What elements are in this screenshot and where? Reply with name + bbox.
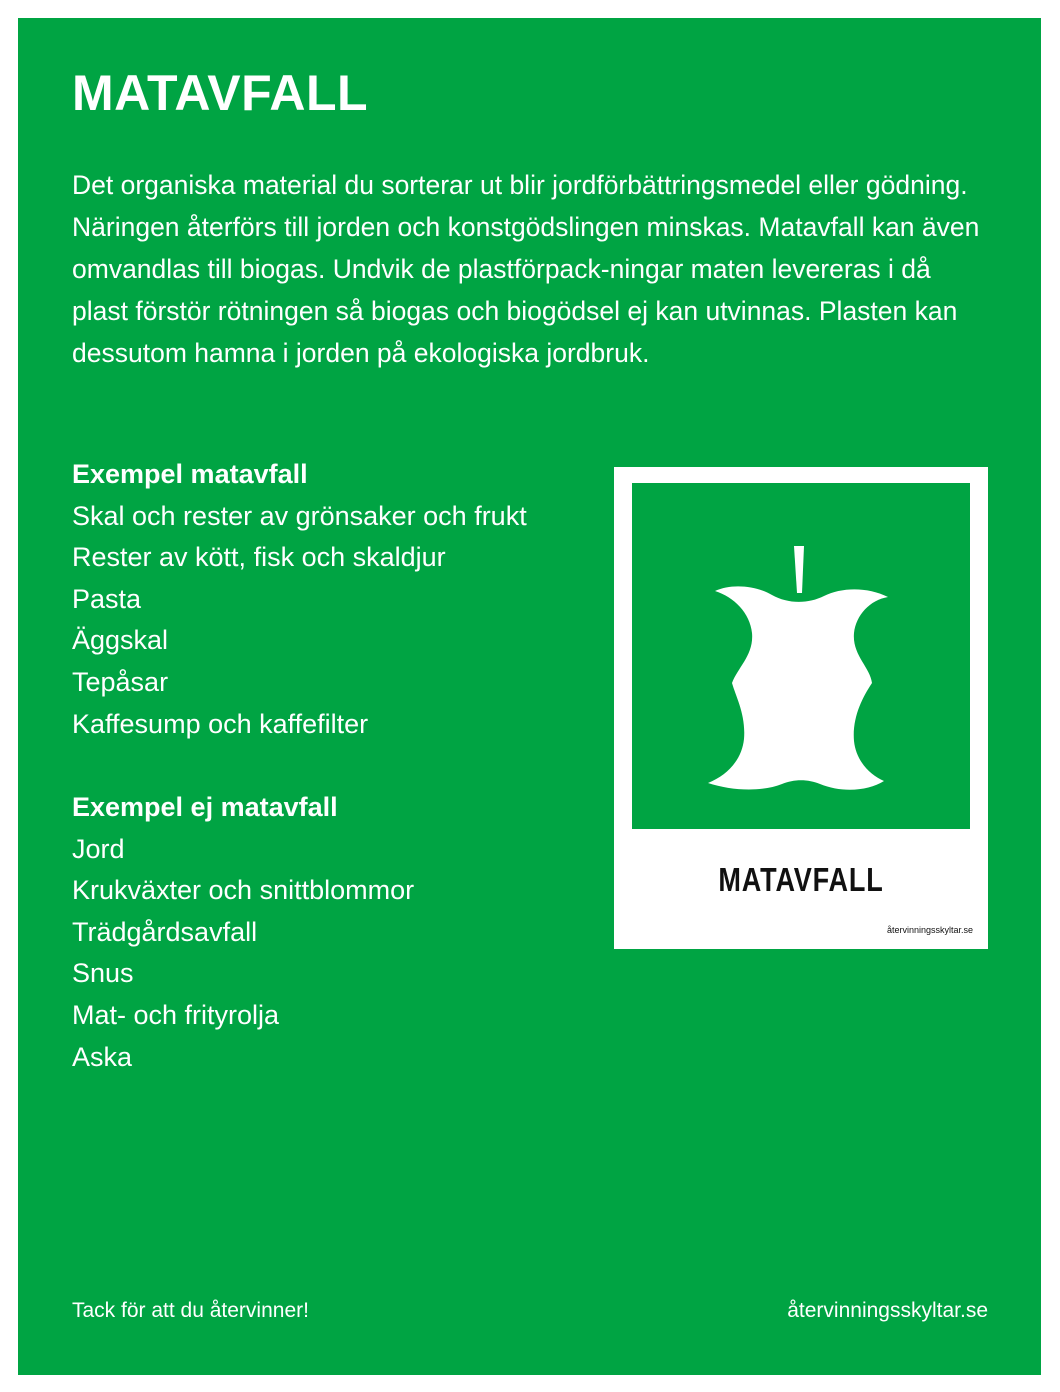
examples-food-waste [72, 454, 527, 745]
page-title: MATAVFALL [72, 65, 369, 121]
list-item: Äggskal [72, 625, 169, 656]
list-item: Krukväxter och snittblommor [72, 875, 415, 906]
footer-thanks: Tack för att du återvinner! [72, 1299, 309, 1322]
examples-not-food-waste [72, 787, 414, 1078]
list-item: Pasta [72, 583, 142, 614]
list-item: Rester av kött, fisk och skaldjur [72, 542, 446, 573]
list-item: Aska [72, 1041, 133, 1072]
list-item: Skal och rester av grönsaker och frukt [72, 500, 527, 531]
list-item: Tepåsar [72, 666, 169, 697]
examples-food-waste-list [72, 496, 527, 746]
footer-website[interactable]: återvinningsskyltar.se [787, 1299, 988, 1322]
examples-not-food-waste-list [72, 829, 414, 1079]
list-item: Mat- och frityrolja [72, 999, 280, 1030]
list-item: Jord [72, 833, 125, 864]
sign-panel [18, 18, 1041, 1375]
list-item: Trädgårdsavfall [72, 916, 258, 947]
list-item: Snus [72, 958, 134, 989]
apple-core-icon [632, 483, 970, 829]
sign-icon-area [632, 483, 970, 829]
intro-text: Det organiska material du sorterar ut blir jordförbättringsmedel eller gödning. Näringen återförs till jorden och konstgödslingen minskas. Matavfall kan även omvandlas till biogas. Undvik de plastförpack-ningar maten levereras i då plast förstör rötningen så biogas och biogödsel ej kan utvinnas. Plasten kan dessutom hamna i jorden på ekologiska jordbruk. [72, 170, 980, 368]
examples-food-waste-heading: Exempel matavfall [72, 459, 308, 489]
sign-label: MATAVFALL [718, 861, 884, 898]
list-item: Kaffesump och kaffefilter [72, 708, 369, 739]
examples-not-food-waste-heading: Exempel ej matavfall [72, 792, 338, 822]
recycling-sign [614, 467, 988, 949]
sign-url: återvinningsskyltar.se [886, 925, 973, 935]
